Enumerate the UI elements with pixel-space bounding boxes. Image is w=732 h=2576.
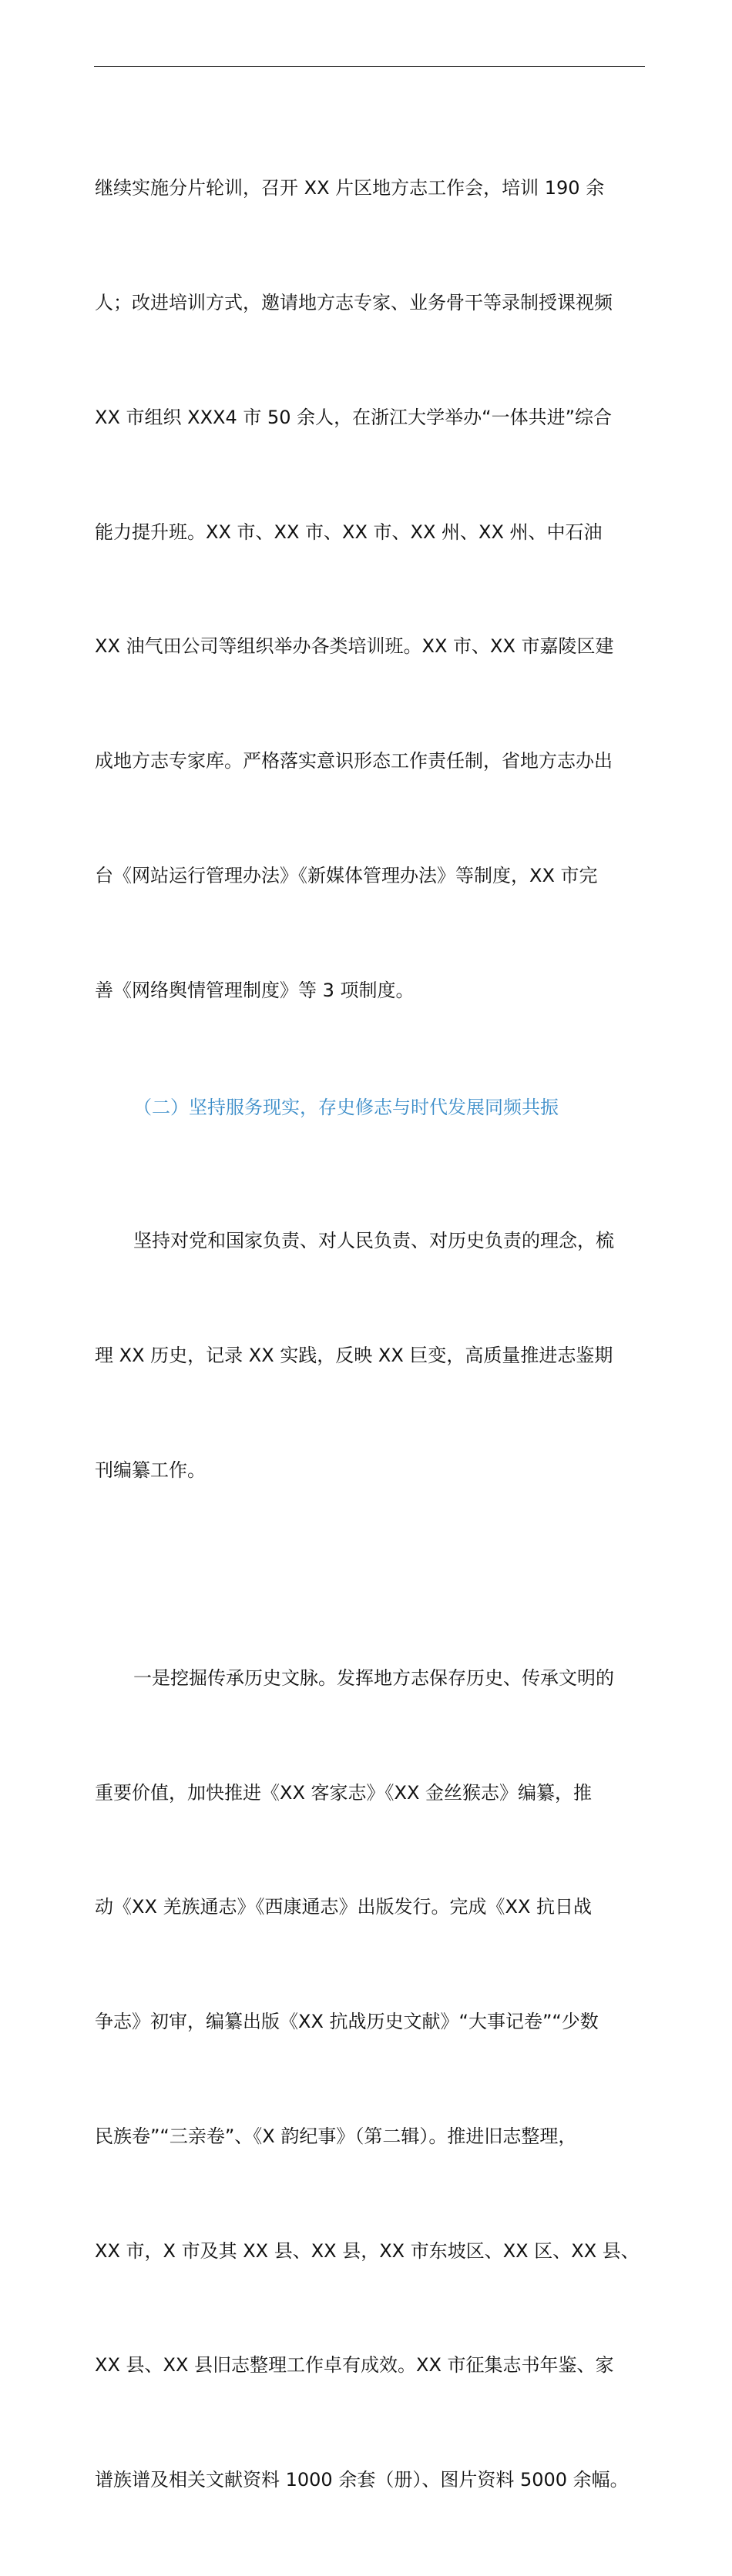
text-line: 争志》初审，编纂出版《XX 抗战历史文献》“大事记卷”“少数 [95,2011,599,2033]
text-line: 理 XX 历史，记录 XX 实践，反映 XX 巨变，高质量推进志鉴期 [95,1345,613,1366]
text-line: 成地方志专家库。严格落实意识形态工作责任制，省地方志办出 [95,750,613,772]
text-line: 重要价值，加快推进《XX 客家志》《XX 金丝猴志》编纂，推 [95,1781,593,1804]
paragraph-history [95,1583,657,2576]
text-line: 继续实施分片轮训，召开 XX 片区地方志工作会，培训 190 余 [95,177,605,199]
paragraph-training [95,93,657,1086]
text-line: 民族卷”“三亲卷”、《X 韵纪事》（第二辑）。推进旧志整理， [95,2125,577,2147]
text-line: XX 县、XX 县旧志整理工作卓有成效。XX 市征集志书年鉴、家 [95,2354,614,2377]
text-line: XX 市组织 XXX4 市 50 余人，在浙江大学举办“一体共进”综合 [95,406,613,428]
text-line: XX 市，X 市及其 XX 县、XX 县，XX 市东坡区、XX 区、XX 县、 [95,2239,640,2262]
text-line: 动《XX 羌族通志》《西康通志》出版发行。完成《XX 抗日战 [95,1896,593,1918]
text-line: 台《网站运行管理办法》《新媒体管理办法》等制度，XX 市完 [95,864,598,886]
text-line: XX 油气田公司等组织举办各类培训班。XX 市、XX 市嘉陵区建 [95,635,614,658]
document-body [95,93,657,2576]
paragraph-principle [95,1146,657,1566]
header-rule [94,66,645,67]
text-line: 能力提升班。XX 市、XX 市、XX 市、XX 州、XX 州、中石油 [95,521,603,543]
text-line: 谱族谱及相关文献资料 1000 余套（册）、图片资料 5000 余幅。 [95,2469,629,2491]
text-line: 刊编纂工作。 [95,1459,206,1481]
text-line: 坚持对党和国家负责、对人民负责、对历史负责的理念，梳 [133,1230,614,1252]
text-line: 善《网络舆情管理制度》等 3 项制度。 [95,979,415,1001]
text-line: 一是挖掘传承历史文脉。发挥地方志保存历史、传承文明的 [133,1667,614,1689]
text-line: 人；改进培训方式，邀请地方志专家、业务骨干等录制授课视频 [95,291,613,313]
section-heading: （二）坚持服务现实，存史修志与时代发展同频共振 [133,1097,559,1119]
